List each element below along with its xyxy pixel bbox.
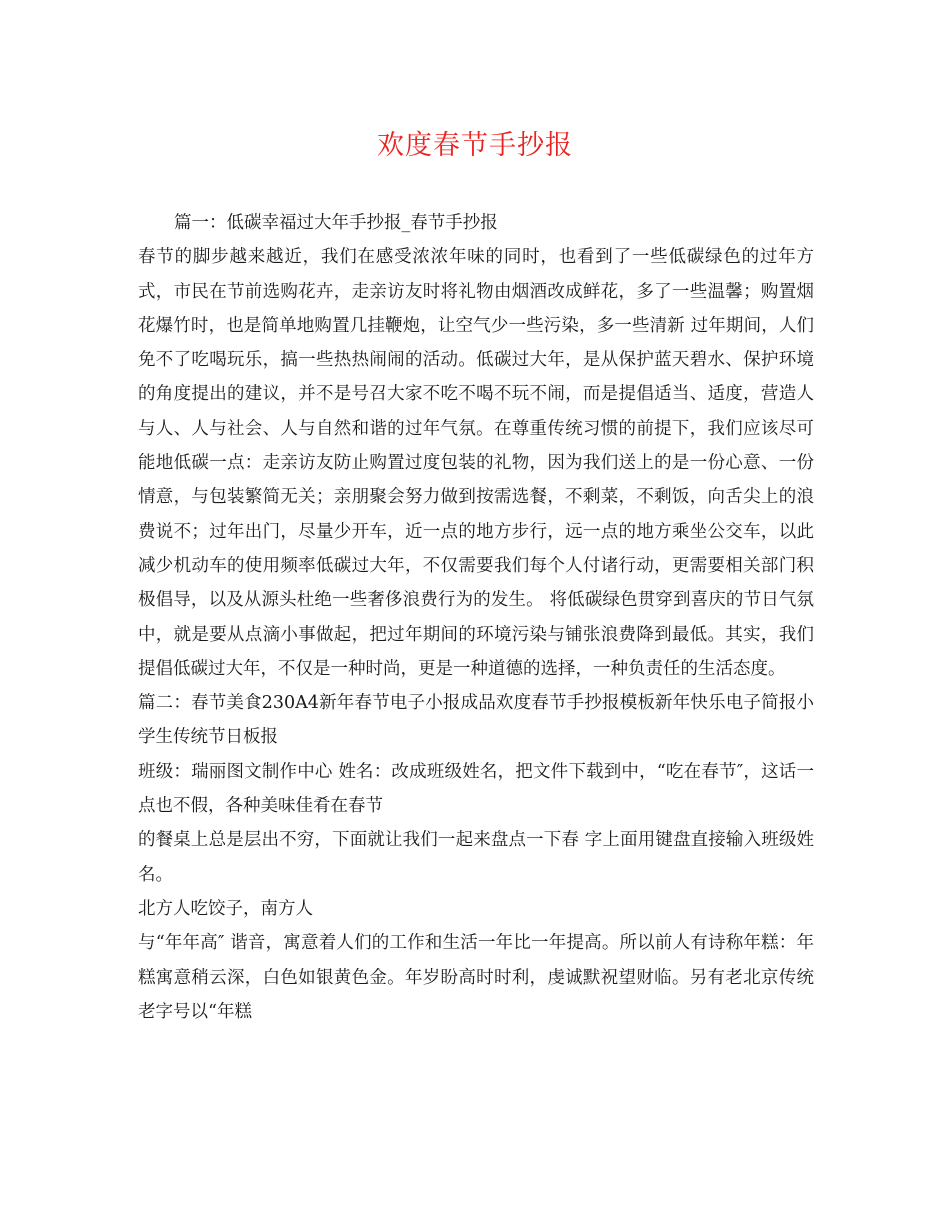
paragraph-5: 与“年年高″ 谐音，寓意着人们的工作和生活一年比一年提高。所以前人有诗称年糕：年糕寓意稍云深，白色如银黄色金。年岁盼高时时利，虔诚默祝望财临。另有老北京传统老字号以“年糕 xyxy=(138,933,814,1022)
section-heading-1: 篇一：低碳幸福过大年手抄报_春节手抄报 xyxy=(174,213,498,233)
paragraph-3: 的餐桌上总是层出不穷，下面就让我们一起来盘点一下春 字上面用键盘直接输入班级姓名。 xyxy=(138,830,814,885)
document-title: 欢度春节手抄报 xyxy=(377,130,573,161)
paragraph-1: 春节的脚步越来越近，我们在感受浓浓年味的同时，也看到了一些低碳绿色的过年方式，市民在节前选购花卉，走亲访友时将礼物由烟酒改成鲜花，多了一些温馨；购置烟花爆竹时，也是简单地购置几挂鞭炮，让空气少一些污染，多一些清新 过年期间，人们免不了吃喝玩乐，搞一些热热闹闹的活动。低碳过大年，是从保护蓝天碧水、保护环境的角度提出的建议，并不是号召大家不吃不喝不玩不闹，而是提倡适当、适度，营造人与人、人与社会、人与自然和谐的过年气氛。在尊重传统习惯的前提下，我们应该尽可能地低碳一点：走亲访友防止购置过度包装的礼物，因为我们送上的是一份心意、一份情意，与包装繁简无关；亲朋聚会努力做到按需选餐，不剩菜，不剩饭，向舌尖上的浪费说不；过年出门，尽量少开车，近一点的地方步行，远一点的地方乘坐公交车，以此减少机动车的使用频率低碳过大年，不仅需要我们每个人付诸行动，更需要相关部门积极倡导，以及从源头杜绝一些奢侈浪费行为的发生。 将低碳绿色贯穿到喜庆的节日气氛中，就是要从点滴小事做起，把过年期间的环境污染与铺张浪费降到最低。其实，我们提倡低碳过大年，不仅是一种时尚，更是一种道德的选择，一种负责任的生活态度。 xyxy=(138,247,814,679)
paragraph-2: 班级：瑞丽图文制作中心 姓名：改成班级姓名，把文件下载到中，“吃在春节″，这话一点也不假，各种美味佳肴在春节 xyxy=(138,761,814,817)
paragraph-4: 北方人吃饺子，南方人 xyxy=(138,898,313,919)
document-body xyxy=(138,206,814,1029)
section-heading-2: 篇二：春节美食230A4新年春节电子小报成品欢度春节手抄报模板新年快乐电子简报小学生传统节日板报 xyxy=(138,693,814,748)
